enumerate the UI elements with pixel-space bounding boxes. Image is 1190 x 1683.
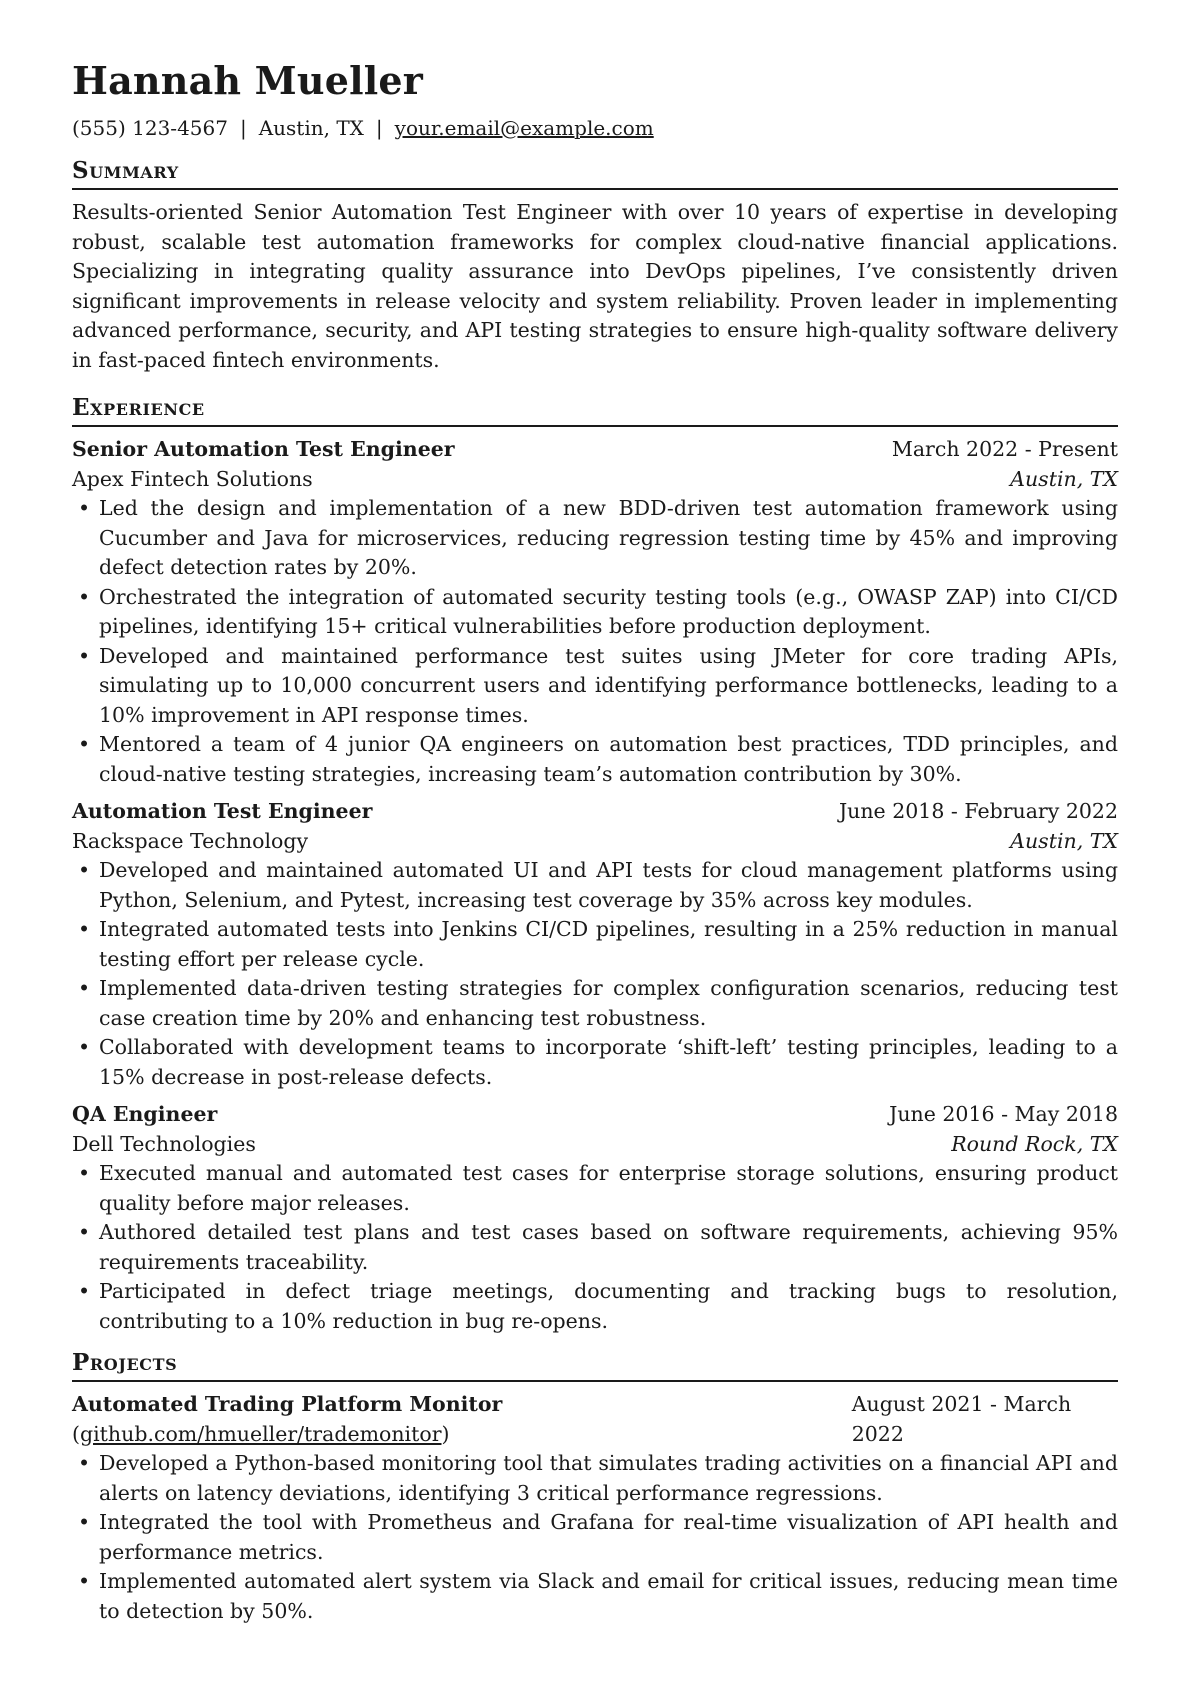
experience-heading: Experience: [72, 393, 1118, 427]
project-entry: [72, 1390, 1118, 1626]
project-bullets: [72, 1449, 1118, 1626]
job-bullets: [72, 1159, 1118, 1336]
job-location: Austin, TX: [1010, 466, 1118, 491]
experience-entry: [72, 797, 1118, 1092]
contact-line: [72, 114, 1118, 142]
bullet-item: • Participated in defect triage meetings, documenting and tracking bugs to resolution, contributing to a 10% reduction in bug re-opens.: [72, 1277, 1118, 1336]
company-name: Apex Fintech Solutions: [72, 466, 313, 491]
job-dates: June 2016 - May 2018: [889, 1102, 1118, 1126]
company-name: Rackspace Technology: [72, 828, 309, 853]
summary-heading: Summary: [72, 156, 1118, 190]
candidate-name: Hannah Mueller: [72, 58, 423, 103]
job-title: Senior Automation Test Engineer: [72, 437, 455, 461]
phone-number: (555) 123-4567: [72, 116, 228, 140]
email-link[interactable]: your.email@example.com: [394, 116, 654, 140]
projects-section: [72, 1390, 1118, 1626]
job-location: Round Rock, TX: [951, 1131, 1118, 1156]
project-link[interactable]: github.com/hmueller/trademonitor: [80, 1421, 442, 1446]
job-location: Austin, TX: [1010, 828, 1118, 853]
bullet-item: • Integrated the tool with Prometheus and Grafana for real-time visualization of API health and performance metrics.: [72, 1508, 1118, 1567]
bullet-item: • Led the design and implementation of a new BDD-driven test automation framework using Cucumber and Java for microservices, reducing regression testing time by 45% and improving defect detection rates by 20%.: [72, 494, 1118, 583]
bullet-item: • Integrated automated tests into Jenkins CI/CD pipelines, resulting in a 25% reduction in manual testing effort per release cycle.: [72, 915, 1118, 974]
bullet-item: • Executed manual and automated test cases for enterprise storage solutions, ensuring product quality before major releases.: [72, 1159, 1118, 1218]
experience-entry: [72, 435, 1118, 789]
company-name: Dell Technologies: [72, 1131, 256, 1156]
bullet-item: • Implemented automated alert system via Slack and email for critical issues, reducing mean time to detection by 50%.: [72, 1567, 1118, 1626]
bullet-item: • Implemented data-driven testing strategies for complex configuration scenarios, reducing test case creation time by 20% and enhancing test robustness.: [72, 974, 1118, 1033]
bullet-item: • Collaborated with development teams to incorporate ‘shift-left’ testing principles, leading to a 15% decrease in post-release defects.: [72, 1033, 1118, 1092]
project-name: Automated Trading Platform Monitor: [72, 1392, 503, 1416]
job-title: QA Engineer: [72, 1102, 218, 1126]
bullet-item: • Orchestrated the integration of automated security testing tools (e.g., OWASP ZAP) into CI/CD pipelines, identifying 15+ critical vulnerabilities before production deployment.: [72, 583, 1118, 642]
job-bullets: [72, 494, 1118, 789]
separator: |: [239, 116, 247, 140]
project-link-wrapper: (github.com/hmueller/trademonitor): [72, 1421, 450, 1446]
bullet-item: • Developed and maintained performance test suites using JMeter for core trading APIs, simulating up to 10,000 concurrent users and identifying performance bottlenecks, leading to a 10% improvement in API response times.: [72, 642, 1118, 731]
job-title: Automation Test Engineer: [72, 799, 373, 823]
separator: |: [375, 116, 383, 140]
bullet-item: • Authored detailed test plans and test cases based on software requirements, achieving 95% requirements traceability.: [72, 1218, 1118, 1277]
summary-text: Results-oriented Senior Automation Test Engineer with over 10 years of expertise in developing robust, scalable test automation frameworks for complex cloud-native financial applications. Specializing in integrating quality assurance into DevOps pipelines, I’ve consistently driven significant improvements in release velocity and system reliability. Proven leader in implementing advanced performance, security, and API testing strategies to ensure high-quality software delivery in fast-paced fintech environments.: [72, 200, 1118, 372]
bullet-item: • Developed a Python-based monitoring tool that simulates trading activities on a financial API and alerts on latency deviations, identifying 3 critical performance regressions.: [72, 1449, 1118, 1508]
location: Austin, TX: [258, 116, 364, 140]
bullet-item: • Mentored a team of 4 junior QA engineers on automation best practices, TDD principles, and cloud-native testing strategies, increasing team’s automation contribution by 30%.: [72, 730, 1118, 789]
experience-section: [72, 435, 1118, 1336]
project-dates: August 2021 - March 2022: [851, 1392, 1072, 1446]
experience-entry: [72, 1100, 1118, 1336]
job-dates: March 2022 - Present: [891, 437, 1118, 461]
bullet-item: • Developed and maintained automated UI and API tests for cloud management platforms using Python, Selenium, and Pytest, increasing test coverage by 35% across key modules.: [72, 856, 1118, 915]
job-dates: June 2018 - February 2022: [838, 799, 1118, 823]
projects-heading: Projects: [72, 1348, 1118, 1382]
job-bullets: [72, 856, 1118, 1092]
